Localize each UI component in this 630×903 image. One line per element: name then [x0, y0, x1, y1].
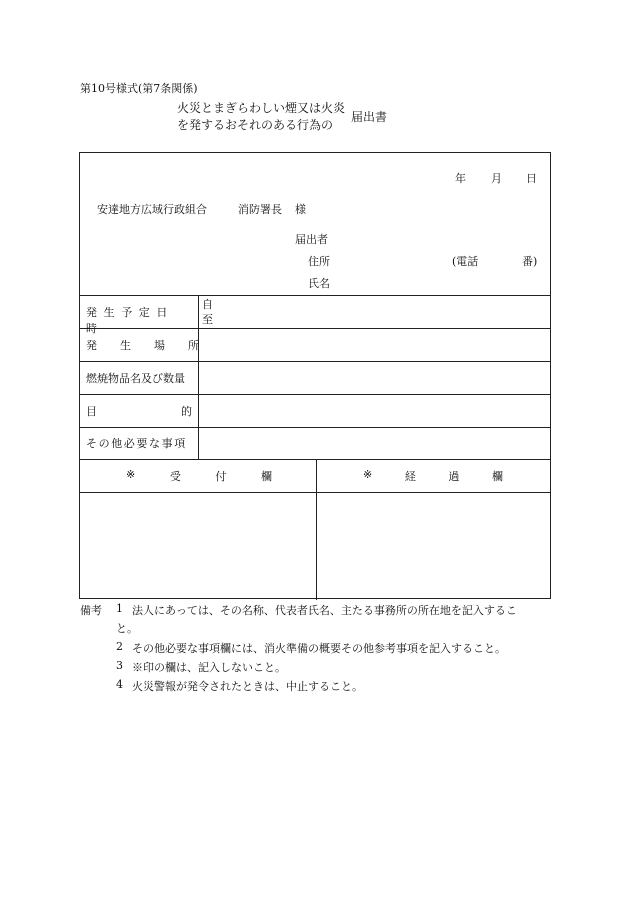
title-line-2: を発するおそれのある行為の — [177, 118, 334, 132]
row-divider — [80, 394, 550, 395]
char: 発生予定日時 — [86, 306, 174, 335]
note-text: 火災警報が発令されたときは、中止すること。 — [132, 680, 363, 693]
note-number: 1 — [116, 602, 123, 615]
date-year-label: 年 — [455, 172, 466, 185]
addressee-honorific: 様 — [295, 203, 306, 216]
row-label-materials: 燃焼物品名及び数量 — [86, 372, 185, 385]
phone-close-label: 番) — [522, 255, 538, 268]
addressee-title: 消防署長 — [238, 203, 282, 216]
office-column-divider — [316, 459, 317, 600]
addressee-org: 安達地方広域行政組合 — [97, 203, 207, 216]
reception-column-header — [126, 468, 272, 484]
note-number: 3 — [116, 659, 123, 672]
row-divider — [80, 459, 550, 460]
progress-column-header — [363, 468, 503, 484]
date-month-label: 月 — [491, 172, 502, 185]
char: 付 — [215, 470, 227, 483]
char: 欄 — [261, 470, 272, 483]
title-suffix: 届出書 — [351, 110, 388, 124]
note-number: 2 — [116, 640, 123, 653]
name-label: 氏名 — [308, 277, 330, 290]
row-label-scheduled-datetime — [86, 304, 190, 336]
address-label: 住所 — [308, 255, 330, 268]
form-table — [79, 152, 551, 599]
label-column-divider — [198, 295, 199, 459]
row-divider — [80, 361, 550, 362]
form-number: 第10号様式(第7条関係) — [80, 82, 198, 95]
row-label-purpose: 目的 — [86, 405, 276, 418]
note-text: その他必要な事項欄には、消火準備の概要その他参考事項を記入すること。 — [132, 642, 506, 655]
date-day-label: 日 — [526, 172, 537, 185]
phone-open-label: (電話 — [452, 255, 479, 268]
title-line-1: 火災とまぎらわしい煙又は火炎 — [177, 101, 346, 115]
row-divider — [80, 427, 550, 428]
row-divider — [80, 295, 550, 296]
datetime-to-label: 至 — [202, 313, 213, 326]
row-label-location: 発生場所 — [86, 339, 222, 352]
note-text: ※印の欄は、記入しないこと。 — [132, 661, 286, 674]
char: 受 — [169, 470, 181, 483]
row-divider — [80, 492, 550, 493]
note-number: 4 — [116, 678, 123, 691]
applicant-label: 届出者 — [295, 233, 328, 246]
asterisk: ※ — [126, 468, 136, 481]
row-label-other: その他必要な事項 — [86, 437, 187, 450]
char: 欄 — [492, 470, 503, 483]
datetime-from-label: 自 — [202, 298, 213, 311]
char: 経 — [404, 470, 416, 483]
asterisk: ※ — [363, 468, 373, 481]
notes-heading: 備考 — [80, 604, 102, 617]
note-text-continued: と。 — [116, 622, 138, 635]
char: 過 — [448, 470, 460, 483]
note-text: 法人にあっては、その名称、代表者氏名、主たる事務所の所在地を記入するこ — [132, 604, 517, 617]
